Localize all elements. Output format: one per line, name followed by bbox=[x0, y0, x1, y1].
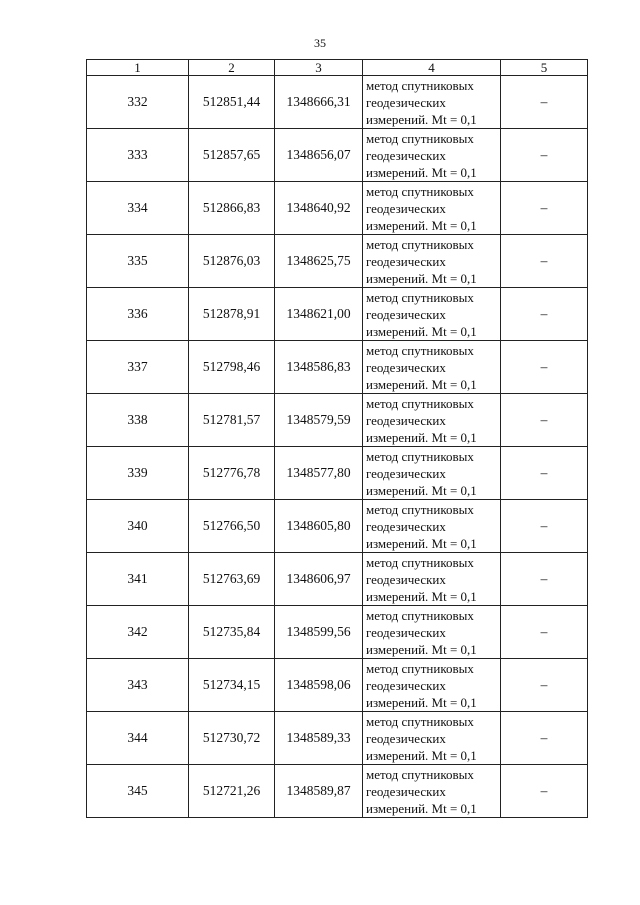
method-line: измерений. Mt = 0,1 bbox=[366, 694, 477, 710]
method-line: геодезических bbox=[366, 147, 446, 163]
x-coordinate-cell: 512781,57 bbox=[189, 394, 275, 447]
method-line: геодезических bbox=[366, 783, 446, 799]
table-row bbox=[87, 182, 588, 235]
x-coordinate-cell: 512857,65 bbox=[189, 129, 275, 182]
method-line: метод спутниковых bbox=[366, 713, 474, 729]
method-line: геодезических bbox=[366, 730, 446, 746]
method-line: измерений. Mt = 0,1 bbox=[366, 641, 477, 657]
point-number-cell: 335 bbox=[87, 235, 189, 288]
method-cell bbox=[363, 341, 501, 394]
method-cell bbox=[363, 129, 501, 182]
y-coordinate-cell: 1348625,75 bbox=[275, 235, 363, 288]
x-coordinate-cell: 512878,91 bbox=[189, 288, 275, 341]
method-line: геодезических bbox=[366, 465, 446, 481]
method-line: геодезических bbox=[366, 306, 446, 322]
y-coordinate-cell: 1348598,06 bbox=[275, 659, 363, 712]
table-row bbox=[87, 394, 588, 447]
method-line: геодезических bbox=[366, 253, 446, 269]
point-number-cell: 342 bbox=[87, 606, 189, 659]
x-coordinate-cell: 512735,84 bbox=[189, 606, 275, 659]
x-coordinate-cell: 512798,46 bbox=[189, 341, 275, 394]
x-coordinate-cell: 512730,72 bbox=[189, 712, 275, 765]
method-line: метод спутниковых bbox=[366, 607, 474, 623]
description-cell: – bbox=[501, 712, 588, 765]
method-line: измерений. Mt = 0,1 bbox=[366, 111, 477, 127]
column-header-5: 5 bbox=[501, 60, 588, 76]
method-line: геодезических bbox=[366, 412, 446, 428]
table-body bbox=[87, 76, 588, 818]
method-cell bbox=[363, 447, 501, 500]
table-row bbox=[87, 235, 588, 288]
column-header-4: 4 bbox=[363, 60, 501, 76]
method-line: измерений. Mt = 0,1 bbox=[366, 376, 477, 392]
method-line: геодезических bbox=[366, 571, 446, 587]
method-line: метод спутниковых bbox=[366, 342, 474, 358]
description-cell: – bbox=[501, 182, 588, 235]
description-cell: – bbox=[501, 606, 588, 659]
method-line: измерений. Mt = 0,1 bbox=[366, 323, 477, 339]
point-number-cell: 334 bbox=[87, 182, 189, 235]
y-coordinate-cell: 1348599,56 bbox=[275, 606, 363, 659]
point-number-cell: 336 bbox=[87, 288, 189, 341]
method-line: метод спутниковых bbox=[366, 554, 474, 570]
y-coordinate-cell: 1348577,80 bbox=[275, 447, 363, 500]
method-line: геодезических bbox=[366, 359, 446, 375]
method-cell bbox=[363, 553, 501, 606]
method-line: измерений. Mt = 0,1 bbox=[366, 482, 477, 498]
method-line: метод спутниковых bbox=[366, 660, 474, 676]
y-coordinate-cell: 1348579,59 bbox=[275, 394, 363, 447]
method-line: геодезических bbox=[366, 677, 446, 693]
y-coordinate-cell: 1348640,92 bbox=[275, 182, 363, 235]
method-cell bbox=[363, 288, 501, 341]
method-line: геодезических bbox=[366, 94, 446, 110]
method-cell bbox=[363, 394, 501, 447]
y-coordinate-cell: 1348666,31 bbox=[275, 76, 363, 129]
table-row bbox=[87, 765, 588, 818]
point-number-cell: 337 bbox=[87, 341, 189, 394]
method-cell bbox=[363, 500, 501, 553]
description-cell: – bbox=[501, 341, 588, 394]
description-cell: – bbox=[501, 500, 588, 553]
method-line: геодезических bbox=[366, 200, 446, 216]
method-line: измерений. Mt = 0,1 bbox=[366, 429, 477, 445]
y-coordinate-cell: 1348605,80 bbox=[275, 500, 363, 553]
method-cell bbox=[363, 182, 501, 235]
method-line: измерений. Mt = 0,1 bbox=[366, 217, 477, 233]
method-line: измерений. Mt = 0,1 bbox=[366, 535, 477, 551]
method-line: измерений. Mt = 0,1 bbox=[366, 800, 477, 816]
x-coordinate-cell: 512734,15 bbox=[189, 659, 275, 712]
table-row bbox=[87, 553, 588, 606]
method-line: метод спутниковых bbox=[366, 395, 474, 411]
method-line: геодезических bbox=[366, 624, 446, 640]
table-header bbox=[87, 60, 588, 76]
method-line: метод спутниковых bbox=[366, 289, 474, 305]
y-coordinate-cell: 1348656,07 bbox=[275, 129, 363, 182]
method-line: метод спутниковых bbox=[366, 236, 474, 252]
description-cell: – bbox=[501, 394, 588, 447]
method-cell bbox=[363, 712, 501, 765]
method-line: геодезических bbox=[366, 518, 446, 534]
method-line: измерений. Mt = 0,1 bbox=[366, 164, 477, 180]
point-number-cell: 332 bbox=[87, 76, 189, 129]
method-cell bbox=[363, 765, 501, 818]
method-cell bbox=[363, 606, 501, 659]
column-header-3: 3 bbox=[275, 60, 363, 76]
x-coordinate-cell: 512721,26 bbox=[189, 765, 275, 818]
y-coordinate-cell: 1348621,00 bbox=[275, 288, 363, 341]
table-row bbox=[87, 341, 588, 394]
table-row bbox=[87, 447, 588, 500]
description-cell: – bbox=[501, 235, 588, 288]
method-line: метод спутниковых bbox=[366, 77, 474, 93]
method-cell bbox=[363, 659, 501, 712]
description-cell: – bbox=[501, 129, 588, 182]
x-coordinate-cell: 512876,03 bbox=[189, 235, 275, 288]
x-coordinate-cell: 512851,44 bbox=[189, 76, 275, 129]
point-number-cell: 333 bbox=[87, 129, 189, 182]
method-line: метод спутниковых bbox=[366, 183, 474, 199]
point-number-cell: 338 bbox=[87, 394, 189, 447]
method-cell bbox=[363, 76, 501, 129]
method-line: метод спутниковых bbox=[366, 766, 474, 782]
header-row bbox=[87, 60, 588, 76]
y-coordinate-cell: 1348589,87 bbox=[275, 765, 363, 818]
method-line: метод спутниковых bbox=[366, 130, 474, 146]
table-row bbox=[87, 129, 588, 182]
x-coordinate-cell: 512766,50 bbox=[189, 500, 275, 553]
coordinates-table bbox=[86, 59, 588, 818]
point-number-cell: 343 bbox=[87, 659, 189, 712]
description-cell: – bbox=[501, 447, 588, 500]
method-line: метод спутниковых bbox=[366, 448, 474, 464]
method-line: измерений. Mt = 0,1 bbox=[366, 588, 477, 604]
table-row bbox=[87, 500, 588, 553]
table-row bbox=[87, 606, 588, 659]
column-header-1: 1 bbox=[87, 60, 189, 76]
point-number-cell: 344 bbox=[87, 712, 189, 765]
x-coordinate-cell: 512763,69 bbox=[189, 553, 275, 606]
column-header-2: 2 bbox=[189, 60, 275, 76]
description-cell: – bbox=[501, 288, 588, 341]
table-row bbox=[87, 659, 588, 712]
y-coordinate-cell: 1348606,97 bbox=[275, 553, 363, 606]
x-coordinate-cell: 512776,78 bbox=[189, 447, 275, 500]
method-line: измерений. Mt = 0,1 bbox=[366, 747, 477, 763]
table-row bbox=[87, 712, 588, 765]
y-coordinate-cell: 1348586,83 bbox=[275, 341, 363, 394]
method-cell bbox=[363, 235, 501, 288]
description-cell: – bbox=[501, 553, 588, 606]
description-cell: – bbox=[501, 765, 588, 818]
description-cell: – bbox=[501, 76, 588, 129]
description-cell: – bbox=[501, 659, 588, 712]
table-row bbox=[87, 288, 588, 341]
method-line: измерений. Mt = 0,1 bbox=[366, 270, 477, 286]
point-number-cell: 345 bbox=[87, 765, 189, 818]
point-number-cell: 341 bbox=[87, 553, 189, 606]
method-line: метод спутниковых bbox=[366, 501, 474, 517]
page-number: 35 bbox=[314, 36, 326, 50]
point-number-cell: 340 bbox=[87, 500, 189, 553]
y-coordinate-cell: 1348589,33 bbox=[275, 712, 363, 765]
point-number-cell: 339 bbox=[87, 447, 189, 500]
table-row bbox=[87, 76, 588, 129]
x-coordinate-cell: 512866,83 bbox=[189, 182, 275, 235]
